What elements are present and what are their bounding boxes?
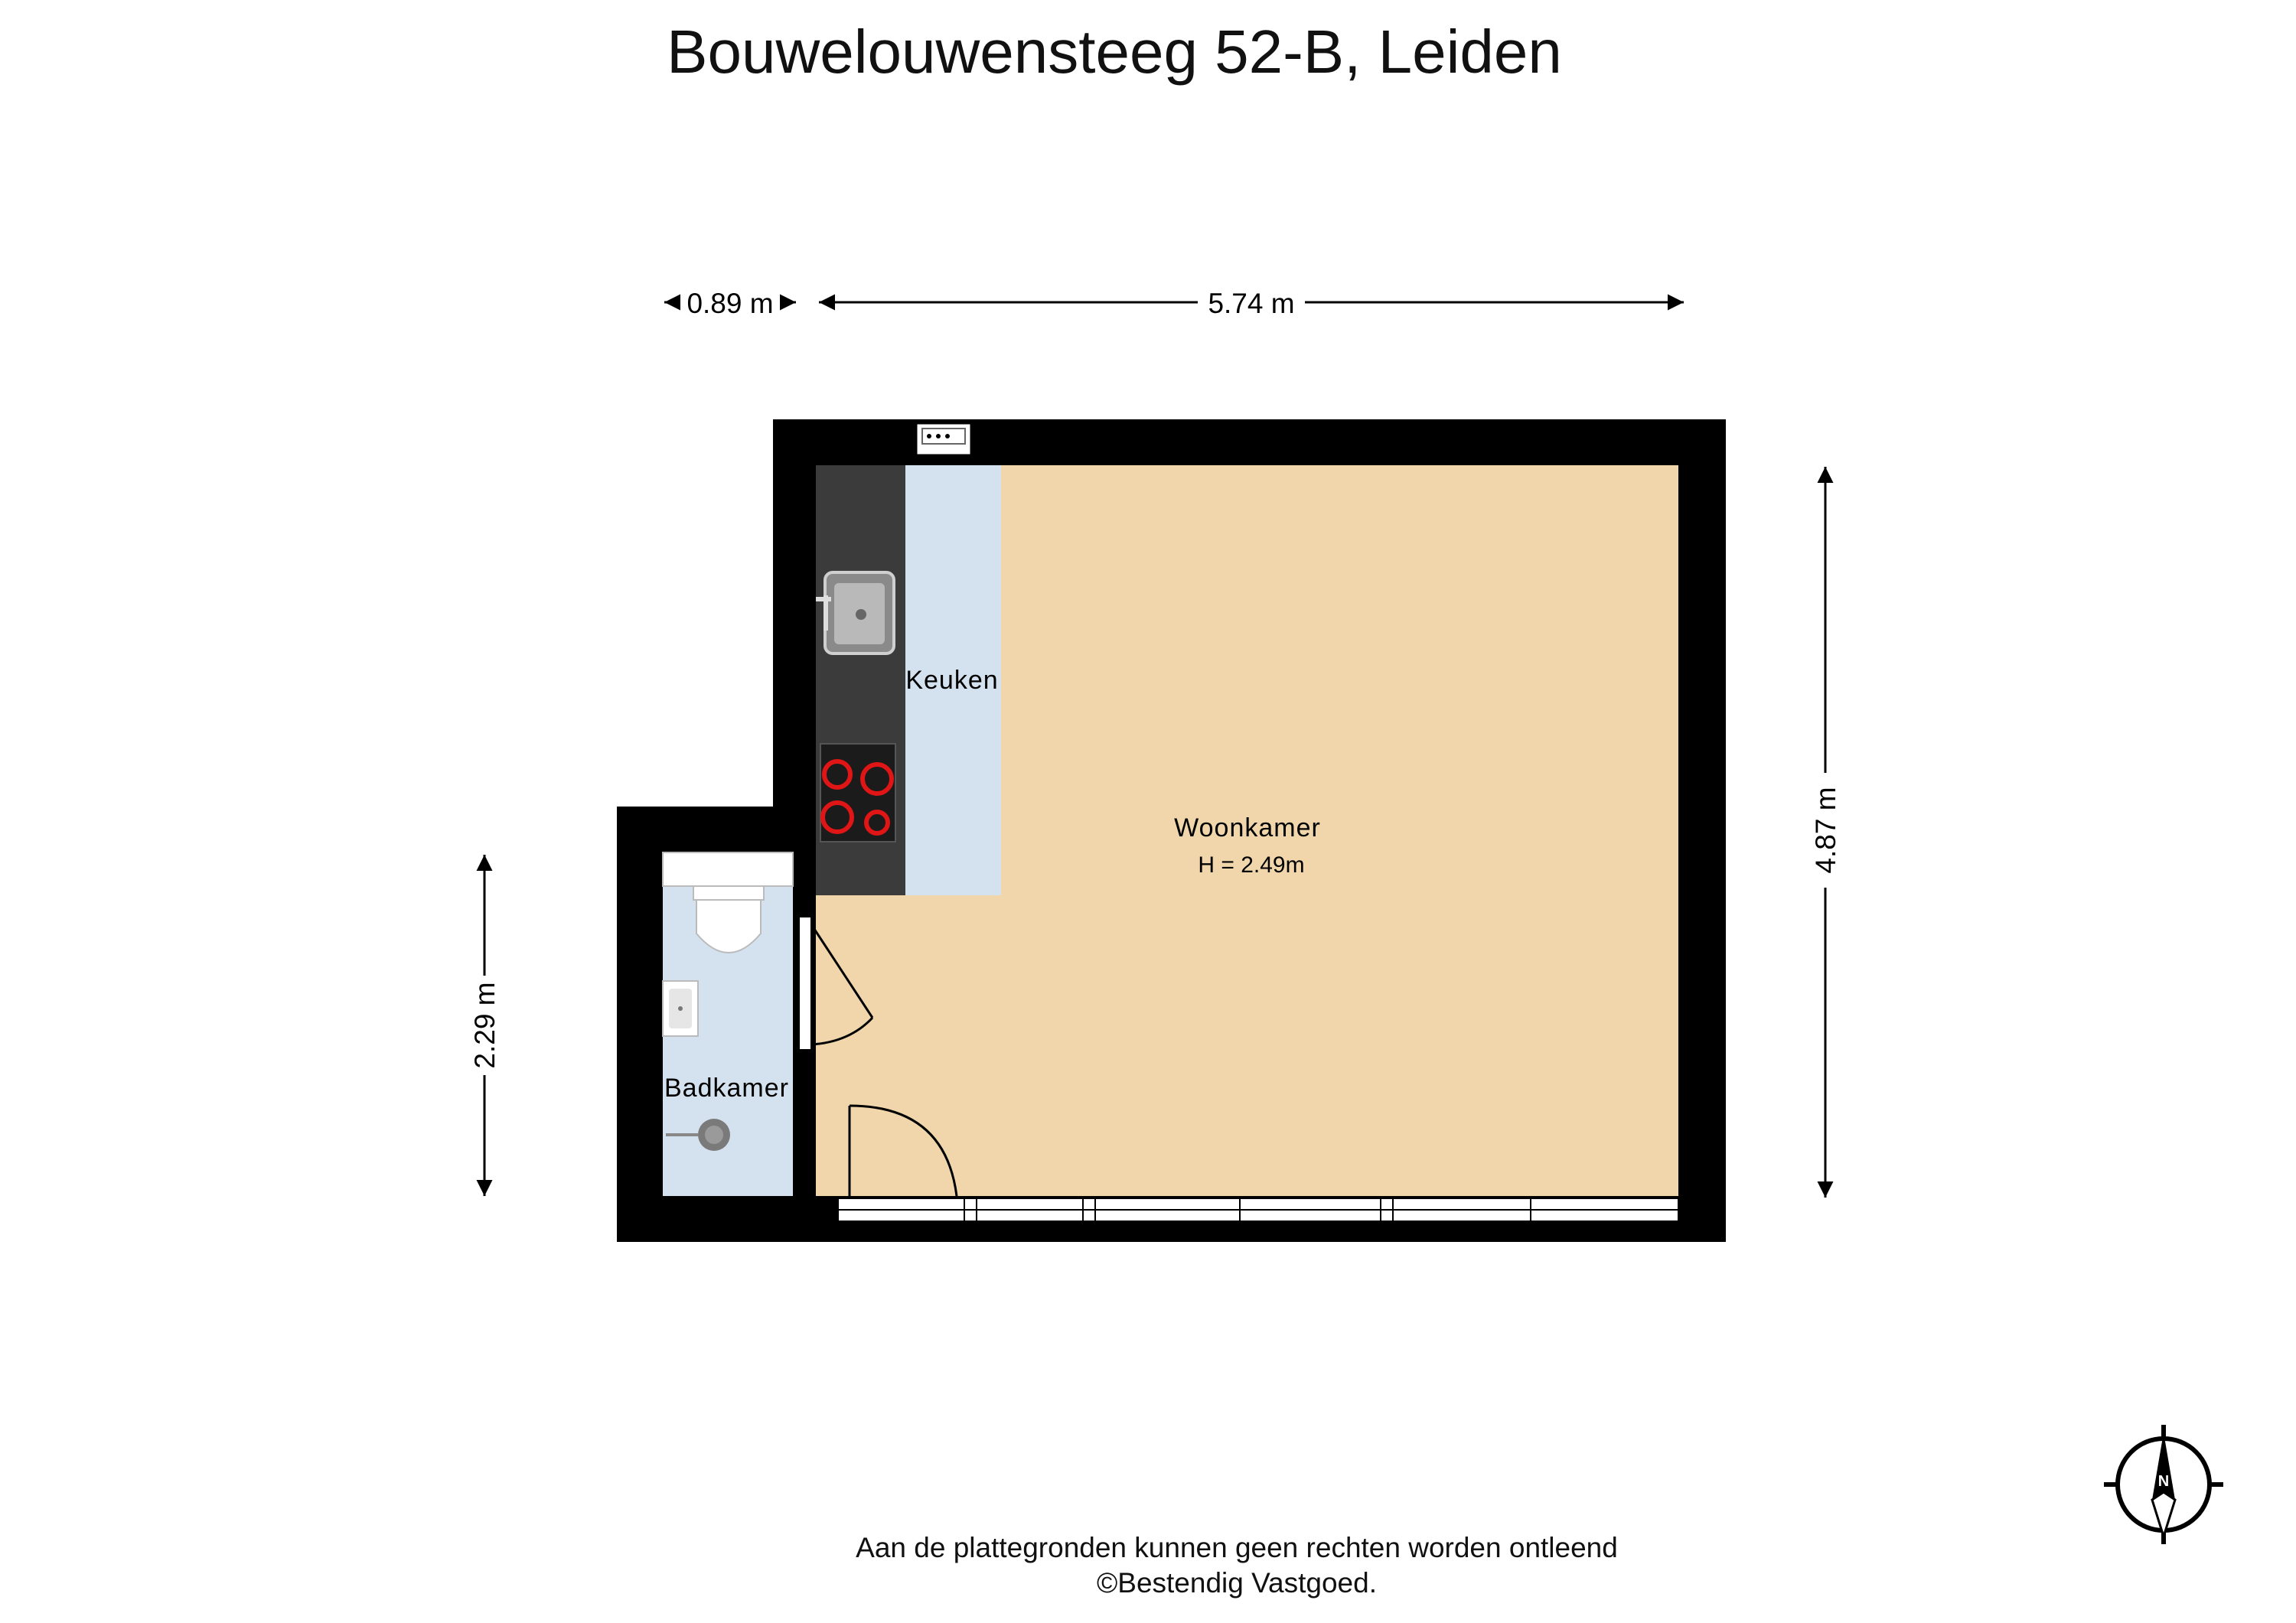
plan-title: Bouwelouwensteeg 52-B, Leiden — [667, 18, 1562, 86]
sink-icon — [816, 572, 894, 653]
dimension-top-main-label: 5.74 m — [1208, 288, 1295, 319]
copyright-text: ©Bestendig Vastgoed. — [1097, 1567, 1377, 1599]
compass-icon — [2104, 1425, 2223, 1544]
dimension-top-left-label: 0.89 m — [687, 288, 774, 319]
bathroom-label: Badkamer — [664, 1074, 789, 1103]
washbasin-icon — [663, 981, 698, 1036]
dimension-left — [469, 855, 501, 1196]
kitchen-label: Keuken — [905, 666, 999, 695]
living-room-height: H = 2.49m — [1198, 852, 1305, 878]
disclaimer-text: Aan de plattegronden kunnen geen rechten worden ontleend — [856, 1532, 1618, 1563]
interior-wall-upper — [793, 842, 816, 917]
interior-wall-lower — [793, 1050, 816, 1196]
footer — [0, 1530, 2296, 1601]
dimension-right-label: 4.87 m — [1810, 787, 1841, 874]
compass-north-label: N — [2157, 1473, 2170, 1490]
dimension-right — [1810, 467, 1841, 1198]
dimension-top-main — [819, 288, 1684, 319]
dimension-left-label: 2.29 m — [469, 982, 501, 1069]
stove-icon — [820, 744, 895, 842]
ventilation-icon — [916, 423, 971, 455]
dimension-top-left — [664, 288, 796, 319]
living-room-label: Woonkamer — [1174, 813, 1321, 842]
bottom-windows — [838, 1198, 1678, 1221]
